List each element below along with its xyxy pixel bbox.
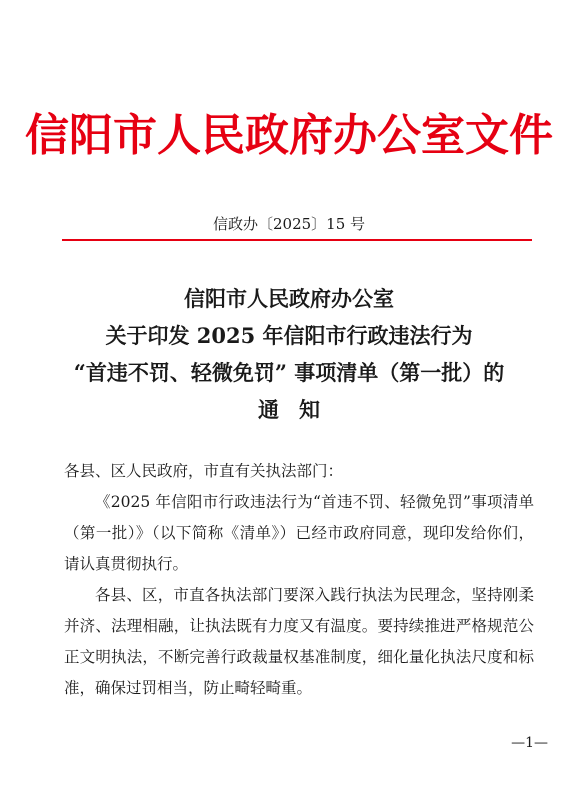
- notice-title-line-1: 信阳市人民政府办公室: [184, 286, 394, 311]
- body-paragraph-2: 各县、区，市直各执法部门要深入践行执法为民理念，坚持刚柔并济、法理相融，让执法既有力度又有温度。要持续推进严格规范公正文明执法，不断完善行政裁量权基准制度，细化量化执法尺度和标准，确保过罚相当，防止畸轻畸重。: [64, 586, 534, 697]
- notice-title-line-3: “首违不罚、轻微免罚” 事项清单（第一批）的: [73, 360, 505, 385]
- notice-title: [0, 280, 578, 428]
- page-number: —1—: [511, 735, 548, 751]
- salutation: 各县、区人民政府，市直有关执法部门：: [64, 462, 344, 480]
- document-body: [64, 456, 534, 704]
- document-header-title: 信阳市人民政府办公室文件: [25, 110, 553, 161]
- notice-title-line-4: 通知: [258, 397, 340, 422]
- document-number: 信政办〔2025〕15 号: [212, 215, 366, 233]
- body-paragraph-1: 《2025 年信阳市行政违法行为“首违不罚、轻微免罚”事项清单（第一批）》（以下简称《清单》）已经市政府同意，现印发给你们，请认真贯彻执行。: [64, 493, 534, 573]
- red-divider-line: [62, 239, 532, 241]
- notice-title-line-2: 关于印发 2025 年信阳市行政违法行为: [105, 323, 473, 348]
